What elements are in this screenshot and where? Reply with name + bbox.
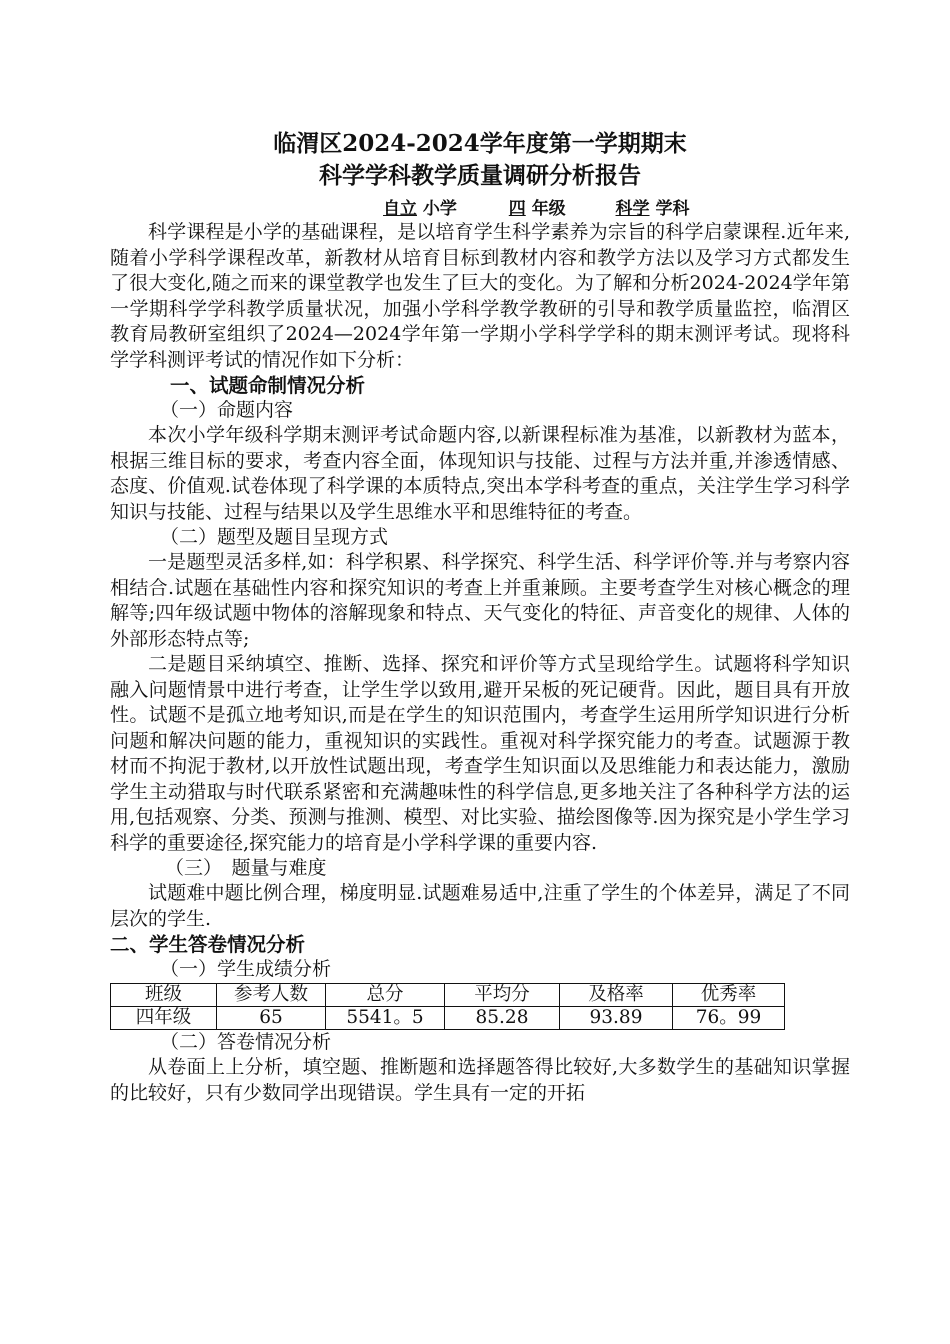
sub2-paragraph-2: 二是题目采纳填空、推断、选择、探究和评价等方式呈现给学生。试题将科学知识融入问题情景中进行考查，让学生学以致用,避开呆板的死记硬背。因此，题目具有开放性。试题不是孤立地考知识,而是在学生的知识范围内，考查学生运用所学知识进行分析问题和解决问题的能力，重视知识的实践性。重视对科学探究能力的考查。试题源于教材而不拘泥于教材,以开放性试题出现，考查学生知识面以及思维能力和表达能力，激励学生主动猎取与时代联系紧密和充满趣味性的科学信息,更多地关注了各种科学方法的运用,包括观察、分类、预测与推测、模型、对比实验、描绘图像等.因为探究是小学生学习科学的重要途径,探究能力的培育是小学科学课的重要内容. [110,653,850,854]
table-cell: 65 [217,1007,326,1030]
report-title-line2: 科学学科教学质量调研分析报告 [319,162,641,189]
section2-heading: 二、学生答卷情况分析 [110,933,306,956]
table-cell: 四年级 [111,1007,217,1030]
meta-subject: 科学 [615,199,650,219]
report-meta [383,198,850,220]
table-row [111,1007,785,1030]
report-title-line1: 临渭区2024-2024学年度第一学期期末 [273,130,687,157]
table-cell: 5541。5 [326,1007,445,1030]
table-cell: 93.89 [560,1007,673,1030]
table-header-cell: 参考人数 [217,984,326,1007]
document-page [110,128,850,1106]
meta-grade-suffix: 年级 [531,199,566,219]
sub5-paragraph: 从卷面上上分析，填空题、推断题和选择题答得比较好,大多数学生的基础知识掌握的比较好，只有少数同学出现错误。学生具有一定的开拓 [110,1056,850,1104]
intro-paragraph: 科学课程是小学的基础课程，是以培育学生科学素养为宗旨的科学启蒙课程.近年来,随着小学科学课程改革，新教材从培育目标到教材内容和教学方法以及学习方式都发生了很大变化,随之而来的课堂教学也发生了巨大的变化。为了解和分析2024-2024学年第一学期科学学科教学质量状况，加强小学科学教学教研的引导和教学质量监控，临渭区教育局教研室组织了2024—2024学年第一学期小学科学学科的期末测评考试。现将科学学科测评考试的情况作如下分析： [110,221,850,371]
meta-school: 自立 [383,199,417,219]
table-header-cell: 班级 [111,984,217,1007]
table-cell: 85.28 [445,1007,560,1030]
sub1-paragraph: 本次小学年级科学期末测评考试命题内容,以新课程标准为基准，以新教材为蓝本，根据三维目标的要求，考查内容全面，体现知识与技能、过程与方法并重,并渗透情感、态度、价值观.试卷体现了科学课的本质特点,突出本学科考查的重点，关注学生学习科学知识与技能、过程与结果以及学生思维水平和思维特征的考查。 [110,424,850,523]
sub2-paragraph-1: 一是题型灵活多样,如：科学积累、科学探究、科学生活、科学评价等.并与考察内容相结合.试题在基础性内容和探究知识的考查上并重兼顾。主要考查学生对核心概念的理解等;四年级试题中物体的溶解现象和特点、天气变化的特征、声音变化的规律、人体的外部形态特点等; [110,551,850,650]
meta-school-suffix: 小学 [422,199,457,219]
table-header-cell: 平均分 [445,984,560,1007]
table-header-cell: 总分 [326,984,445,1007]
sub4-heading: （一）学生成绩分析 [160,958,332,980]
sub1-heading: （一）命题内容 [160,399,294,421]
section1-heading: 一、试题命制情况分析 [170,374,366,397]
meta-subject-suffix: 学科 [655,199,690,219]
table-header-cell: 及格率 [560,984,673,1007]
sub2-heading: （二）题型及题目呈现方式 [160,526,389,548]
table-header-row [111,984,785,1007]
sub3-heading: （三） 题量与难度 [165,857,327,879]
sub3-paragraph: 试题难中题比例合理，梯度明显.试题难易适中,注重了学生的个体差异，满足了不同层次的学生. [110,882,850,930]
scores-table [110,983,785,1030]
table-header-cell: 优秀率 [673,984,785,1007]
sub5-heading: （二）答卷情况分析 [160,1031,332,1053]
table-cell: 76。99 [673,1007,785,1030]
meta-grade: 四 [508,199,526,219]
